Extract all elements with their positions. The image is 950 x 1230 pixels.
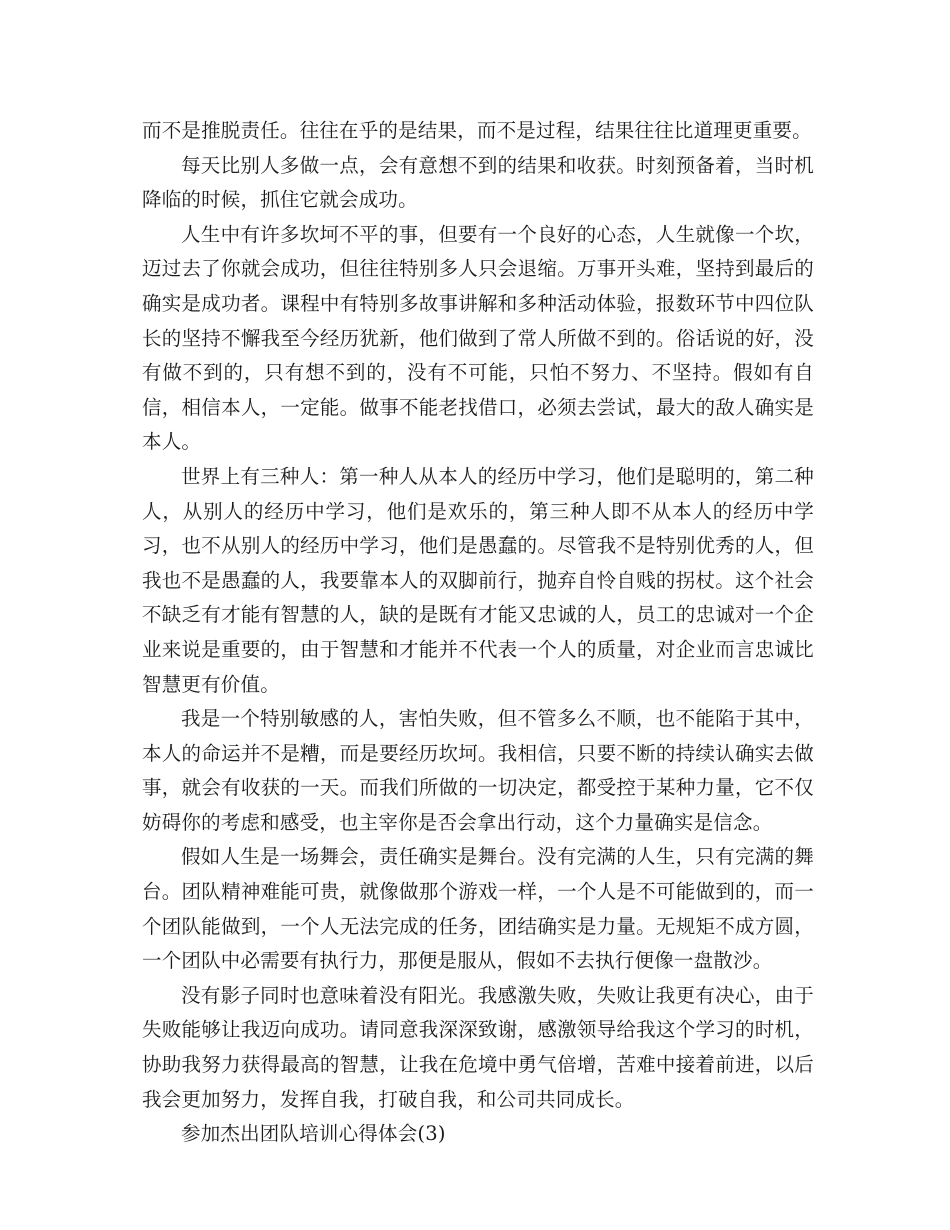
paragraph: 我是一个特别敏感的人，害怕失败，但不管多么不顺，也不能陷于其中，本人的命运并不是糟，而是要经历坎坷。我相信，只要不断的持续认确实去做事，就会有收获的一天。而我们所做的一切决定，都受控于某种力量，它不仅妨碍你的考虑和感受，也主宰你是否会拿出行动，这个力量确实是信念。	[142, 707, 814, 834]
paragraph: 世界上有三种人：第一种人从本人的经历中学习，他们是聪明的，第二种人，从别人的经历中学习，他们是欢乐的，第三种人即不从本人的经历中学习，也不从别人的经历中学习，他们是愚蠢的。尽管我不是特别优秀的人，但我也不是愚蠢的人，我要靠本人的双脚前行，抛弃自怜自贱的拐杖。这个社会不缺乏有才能有智慧的人，缺的是既有才能又忠诚的人，员工的忠诚对一个企业来说是重要的，由于智慧和才能并不代表一个人的质量，对企业而言忠诚比智慧更有价值。	[142, 464, 814, 696]
paragraph: 假如人生是一场舞会，责任确实是舞台。没有完满的人生，只有完满的舞台。团队精神难能可贵，就像做那个游戏一样，一个人是不可能做到的，而一个团队能做到，一个人无法完成的任务，团结确实是力量。无规矩不成方圆，一个团队中必需要有执行力，那便是服从，假如不去执行便像一盘散沙。	[142, 845, 814, 973]
paragraph-continuation: 而不是推脱责任。往往在乎的是结果，而不是过程，结果往往比道理更重要。	[142, 119, 812, 142]
paragraph: 人生中有许多坎坷不平的事，但要有一个良好的心态，人生就像一个坎，迈过去了你就会成功，但往往特别多人只会退缩。万事开头难，坚持到最后的确实是成功者。课程中有特别多故事讲解和多种活动体验，报数环节中四位队长的坚持不懈我至今经历犹新，他们做到了常人所做不到的。俗话说的好，没有做不到的，只有想不到的，没有不可能，只怕不努力、不坚持。假如有自信，相信本人，一定能。做事不能老找借口，必须去尝试，最大的敌人确实是本人。	[142, 222, 814, 454]
section-heading: 参加杰出团队培训心得体会(3)	[181, 1122, 446, 1146]
document-body	[142, 114, 814, 1152]
paragraph: 没有影子同时也意味着没有阳光。我感激失败，失败让我更有决心，由于失败能够让我迈向成功。请同意我深深致谢，感激领导给我这个学习的时机，协助我努力获得最高的智慧，让我在危境中勇气倍增，苦难中接着前进，以后我会更加努力，发挥自我，打破自我，和公司共同成长。	[142, 983, 814, 1111]
paragraph: 每天比别人多做一点，会有意想不到的结果和收获。时刻预备着，当时机降临的时候，抓住它就会成功。	[142, 153, 814, 212]
